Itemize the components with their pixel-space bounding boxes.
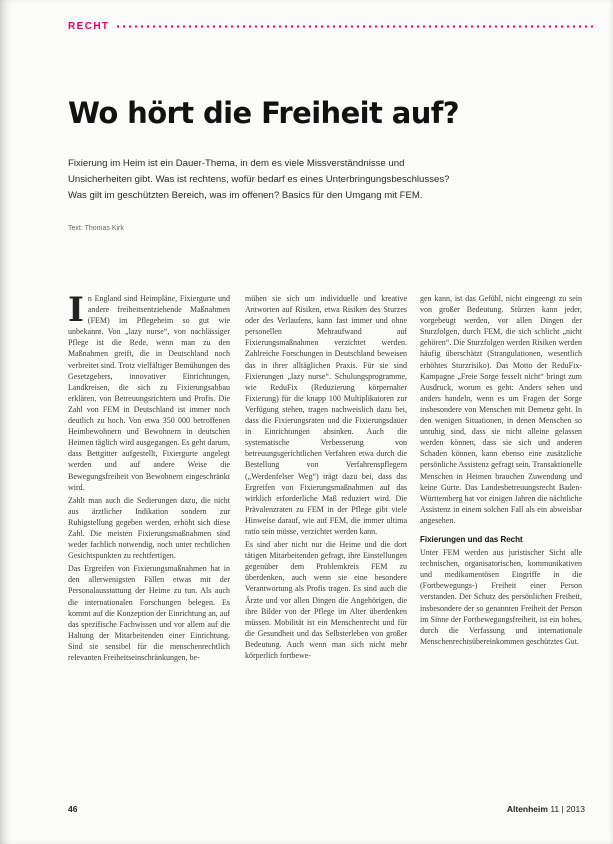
magazine-name: Altenheim — [506, 804, 548, 814]
intro-line: Fixierung im Heim ist ein Dauer-Thema, in dem es viele Missverständnisse und — [68, 158, 405, 169]
body-paragraph: Unter FEM werden aus juristischer Sicht alle technischen, organisatorischen, kommunikativen und medikamentösen Eingriffe in die (Fortbewegungs-) Freiheit einer Person verstanden. Der Schutz des persönlichen Freiheit, insbesondere der so genannten Freiheit der Person im Sinne der Fortbewegungsfreiheit, ist ein hohes, durch die Verfassung und internationale Menschenrechtsübereinkommen geschütztes Gut. — [420, 548, 582, 646]
section-subhead: Fixierungen und das Recht — [420, 534, 523, 544]
body-paragraph: Es sind aber nicht nur die Heime und die dort tätigen Mitarbeitenden gefragt, ihre Einstellungen gegenüber dem Problemkreis FEM zu überdenken, auch wenn sie eine besondere Verantwortung als Profis tragen. Es sind auch die Ärzte und vor allen Dingen die Angehörigen, die ihre Bilder von der Pflege im Alter überdenken müssen. Mobilität ist ein Menschenrecht und für die Gesundheit und das Selbsterleben von großer Bedeutung. Auch wenn man sich nicht mehr körperlich fortbewe- — [245, 540, 407, 660]
magazine-footer — [507, 804, 585, 814]
body-paragraph: Zahlt man auch die Sedierungen dazu, die nicht aus ärztlicher Indikation sondern zur Ruhigstellung gegeben werden, erhöht sich diese Zahl. Die meisten Fixierungsmaßnahmen sind weder fachlich notwendig, noch unter rechtlichen Gesichtspunkten zu rechtfertigen. — [68, 495, 230, 561]
section-dotted-rule — [115, 25, 595, 28]
issue-number: 11 | 2013 — [550, 804, 585, 814]
body-column-1 — [68, 290, 230, 663]
intro-line: Was gilt im geschützten Bereich, was im offenen? Basics für den Umgang mit FEM. — [68, 190, 423, 201]
body-column-2 — [245, 293, 407, 661]
drop-cap: I — [68, 290, 84, 330]
section-label: RECHT — [68, 20, 110, 32]
author-credit: Text: Thomas Kirk — [68, 225, 124, 232]
body-paragraph: mühen sie sich um individuelle und kreative Antworten auf Risiken, etwa Risiken des Sturzes oder des Verlaufens, kann fast immer und ohne personellen Mehraufwand auf Fixierungsmaßnahmen verzichtet werden. Zahlreiche Forschungen in Deutschland beweisen das in ihrer alltäglichen Praxis. Für sie sind Fixierungen „lazy nurse“. Schulungsprogramme, wie ReduFix (Reduzierung körpernaher Fixierung) für die knapp 100 Multiplikatoren zur Verfügung stehen, tragen nachweislich dazu bei, dass die Fixierungsraten und die Fixierungsdauer in Einrichtungen absinken. Auch die systematische Verbesserung von betreuungsgerichtlichen Verfahren etwa durch die Bestellung von Verfahrenspflegern („Werdenfelser Weg“) trägt dazu bei, dass das Ergreifen von Fixierungsmaßnahmen auf das wirklich erforderliche Maß reduziert wird. Die Prävalenzraten zu FEM in der Pflege gibt viele Hinweise darauf, wie auf FEM, die immer ultima ratio sein müsse, verzichtet werden kann. — [245, 294, 407, 536]
section-header — [68, 18, 595, 34]
body-paragraph: In England sind Heimpläne, Fixiergurte und andere freiheitsentziehende Maßnahmen (FEM) im Pflegeheim so gut wie unbekannt. Von „lazy nurse“, von nachlässiger Pflege ist die Rede, wenn man zu den Maßnahmen greift, die in Deutschland noch verbreitet sind. Trotz vielfältiger Bemühungen des Gesetzgebers, innovativer Einrichtungen, Landkreisen, die sich zu Fixierungsabbau erklären, von Betreuungsrichtern und Profis. Die Zahl von FEM in Deutschland ist immer noch deutlich zu hoch. Von etwa 350 000 betroffenen Heimbewohnern und Bewohnern in deutschen Heimen täglich wird ausgegangen. Es geht darum, dass Bettgitter aufgestellt, Fixiergurte angelegt werden und auf andere Weise die Bewegungsfreiheit von Bewohnern eingeschränkt wird. — [68, 290, 230, 492]
article-headline: Wo hört die Freiheit auf? — [68, 96, 460, 130]
body-column-3 — [420, 293, 582, 647]
article-intro — [68, 156, 528, 204]
body-paragraph: Das Ergreifen von Fixierungsmaßnahmen hat in den allerwenigsten Fällen etwas mit der Personalausstattung der Heime zu tun. Als auch die internationalen Forschungen belegen. Es kommt auf die Konzeption der Einrichtung an, auf das spezifische Fachwissen und vor allem auf die Haltung der Mitarbeitenden einer Einrichtung. Sind sie sensibel für die menschenrechtlich relevanten Freiheitseinschränkungen, be- — [68, 564, 230, 662]
intro-line: Unsicherheiten gibt. Was ist rechtens, wofür bedarf es eines Unterbringungsbeschlusses? — [68, 174, 450, 185]
body-paragraph: gen kann, ist das Gefühl, nicht eingeengt zu sein von großer Bedeutung. Stürzen kann jeder, vorgebeugt werden, vor allen Dingen der Sturzfolgen, durch FEM, die sich schlicht „nicht gehören“. Die Sturzfolgen werden Risiken werden häufig überschätzt (Strangulationen, wesentlich erhöhtes Sturzrisiko). Das Motto der ReduFix-Kampagne „Freie Sorge fesselt nicht“ bringt zum Ausdruck, worum es geht: Anders sehen und anders handeln, wenn es um Fragen der Sorge insbesondere von Menschen mit Demenz geht. In den wenigen Situationen, in denen Menschen so unruhig sind, dass sie nicht alleine gelassen werden können, dass sie sich und anderen Schaden können, kann ebenso eine zusätzliche persönliche Assistenz gefragt sein. Transaktionelle Menschen in Heimen brauchen Zuwendung und keine Gurte. Das Landesbetreuungsrecht Baden-Württemberg hat vor einigen Jahren die nächtliche Assistenz in einem solchen Fall als ein abweisbar angesehen. — [420, 294, 583, 525]
page-number: 46 — [68, 804, 78, 814]
